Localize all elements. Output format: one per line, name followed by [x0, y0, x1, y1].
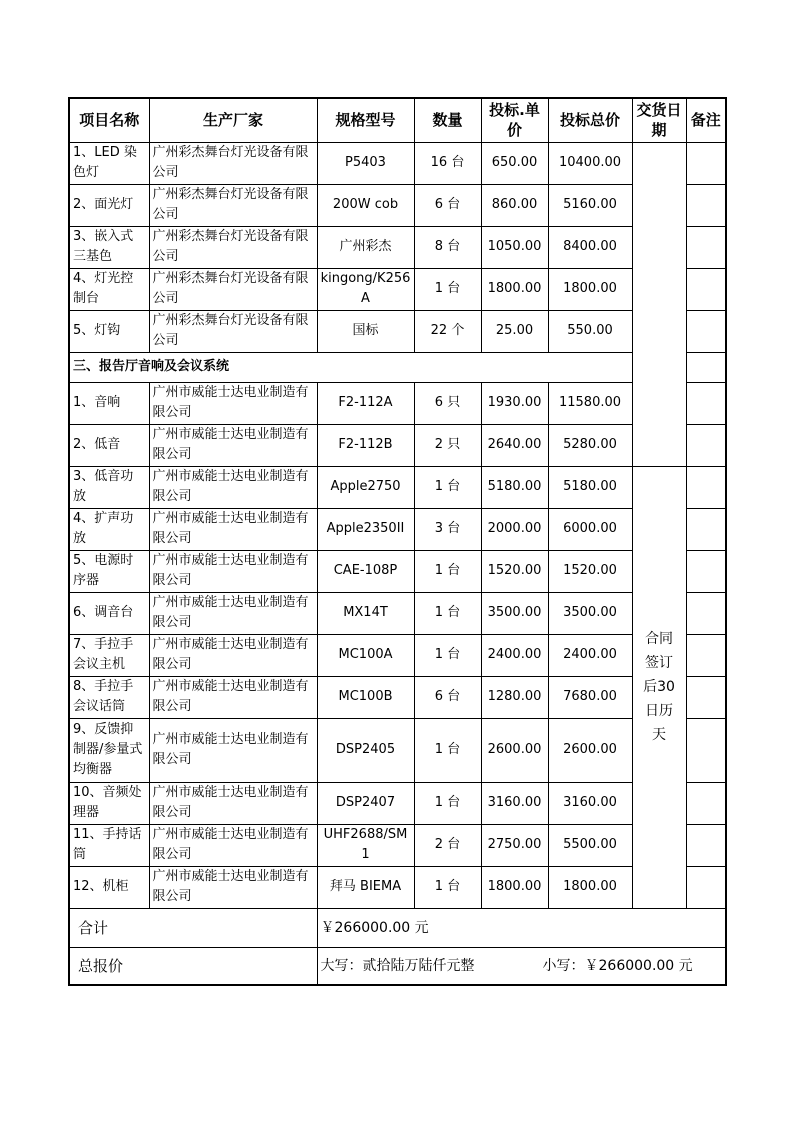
table-row: [69, 718, 726, 782]
qty-cell: 6 台: [414, 184, 481, 226]
unit-price-cell: 650.00: [481, 142, 548, 184]
total-price-cell: 11580.00: [548, 382, 632, 424]
maker-cell: 广州市威能士达电业制造有限公司: [149, 676, 317, 718]
total-price-cell: 5160.00: [548, 184, 632, 226]
table-row: [69, 310, 726, 352]
item-name-cell: 3、嵌入式三基色: [69, 226, 149, 268]
qty-cell: 1 台: [414, 592, 481, 634]
item-name-cell: 12、机柜: [69, 866, 149, 908]
model-cell: kingong/K256A: [317, 268, 414, 310]
model-cell: UHF2688/SM1: [317, 824, 414, 866]
total-price-cell: 5280.00: [548, 424, 632, 466]
unit-price-cell: 25.00: [481, 310, 548, 352]
remark-cell: [686, 782, 726, 824]
section-row: [69, 352, 726, 382]
table-row: [69, 226, 726, 268]
maker-cell: 广州市威能士达电业制造有限公司: [149, 382, 317, 424]
maker-cell: 广州彩杰舞台灯光设备有限公司: [149, 226, 317, 268]
maker-cell: 广州市威能士达电业制造有限公司: [149, 424, 317, 466]
unit-price-cell: 1800.00: [481, 268, 548, 310]
grand-lower: 小写：￥266000.00 元: [542, 957, 693, 974]
model-cell: F2-112A: [317, 382, 414, 424]
item-name-cell: 3、低音功放: [69, 466, 149, 508]
remark-cell: [686, 226, 726, 268]
maker-cell: 广州彩杰舞台灯光设备有限公司: [149, 310, 317, 352]
table-row: [69, 466, 726, 508]
remark-cell: [686, 824, 726, 866]
header-remark: 备注: [686, 98, 726, 142]
table-row: [69, 634, 726, 676]
total-price-cell: 10400.00: [548, 142, 632, 184]
header-model: 规格型号: [317, 98, 414, 142]
header-row: [69, 98, 726, 142]
section-title: 三、报告厅音响及会议系统: [69, 352, 632, 382]
remark-cell: [686, 866, 726, 908]
table-row: [69, 782, 726, 824]
unit-price-cell: 1050.00: [481, 226, 548, 268]
unit-price-cell: 2750.00: [481, 824, 548, 866]
item-name-cell: 4、扩声功放: [69, 508, 149, 550]
model-cell: 广州彩杰: [317, 226, 414, 268]
maker-cell: 广州彩杰舞台灯光设备有限公司: [149, 184, 317, 226]
qty-cell: 1 台: [414, 718, 481, 782]
model-cell: DSP2405: [317, 718, 414, 782]
qty-cell: 6 只: [414, 382, 481, 424]
sum-label: 合计: [69, 908, 317, 947]
item-name-cell: 5、电源时序器: [69, 550, 149, 592]
grand-total-row: [69, 947, 726, 985]
model-cell: DSP2407: [317, 782, 414, 824]
item-name-cell: 5、灯钩: [69, 310, 149, 352]
total-price-cell: 1520.00: [548, 550, 632, 592]
total-price-cell: 7680.00: [548, 676, 632, 718]
item-name-cell: 2、面光灯: [69, 184, 149, 226]
model-cell: 国标: [317, 310, 414, 352]
remark-cell: [686, 466, 726, 508]
total-price-cell: 1800.00: [548, 866, 632, 908]
model-cell: 200W cob: [317, 184, 414, 226]
unit-price-cell: 1280.00: [481, 676, 548, 718]
delivery-note: 合同签订后30日历天: [632, 466, 686, 908]
table-row: [69, 268, 726, 310]
remark-cell: [686, 718, 726, 782]
qty-cell: 16 台: [414, 142, 481, 184]
model-cell: MC100A: [317, 634, 414, 676]
header-maker: 生产厂家: [149, 98, 317, 142]
header-delivery: 交货日期: [632, 98, 686, 142]
maker-cell: 广州市威能士达电业制造有限公司: [149, 866, 317, 908]
header-item-name: 项目名称: [69, 98, 149, 142]
model-cell: CAE-108P: [317, 550, 414, 592]
qty-cell: 3 台: [414, 508, 481, 550]
item-name-cell: 2、低音: [69, 424, 149, 466]
total-price-cell: 550.00: [548, 310, 632, 352]
remark-cell: [686, 550, 726, 592]
table-row: [69, 184, 726, 226]
total-price-cell: 2400.00: [548, 634, 632, 676]
total-price-cell: 3160.00: [548, 782, 632, 824]
item-name-cell: 7、手拉手会议主机: [69, 634, 149, 676]
table-row: [69, 866, 726, 908]
model-cell: MX14T: [317, 592, 414, 634]
table-row: [69, 142, 726, 184]
remark-cell: [686, 676, 726, 718]
table-row: [69, 824, 726, 866]
remark-cell: [686, 310, 726, 352]
unit-price-cell: 1520.00: [481, 550, 548, 592]
remark-cell: [686, 142, 726, 184]
qty-cell: 1 台: [414, 268, 481, 310]
total-price-cell: 3500.00: [548, 592, 632, 634]
unit-price-cell: 860.00: [481, 184, 548, 226]
table-row: [69, 508, 726, 550]
maker-cell: 广州市威能士达电业制造有限公司: [149, 508, 317, 550]
grand-upper: 大写：贰拾陆万陆仟元整: [320, 957, 475, 974]
unit-price-cell: 3500.00: [481, 592, 548, 634]
total-price-cell: 5500.00: [548, 824, 632, 866]
total-price-cell: 5180.00: [548, 466, 632, 508]
total-price-cell: 6000.00: [548, 508, 632, 550]
remark-cell: [686, 382, 726, 424]
table-row: [69, 424, 726, 466]
maker-cell: 广州市威能士达电业制造有限公司: [149, 550, 317, 592]
sum-row: [69, 908, 726, 947]
qty-cell: 1 台: [414, 550, 481, 592]
model-cell: Apple2350II: [317, 508, 414, 550]
qty-cell: 2 台: [414, 824, 481, 866]
item-name-cell: 10、音频处理器: [69, 782, 149, 824]
table-row: [69, 382, 726, 424]
total-price-cell: 1800.00: [548, 268, 632, 310]
table-row: [69, 592, 726, 634]
remark-cell: [686, 424, 726, 466]
remark-cell: [686, 184, 726, 226]
unit-price-cell: 2000.00: [481, 508, 548, 550]
unit-price-cell: 2400.00: [481, 634, 548, 676]
total-price-cell: 2600.00: [548, 718, 632, 782]
item-name-cell: 6、调音台: [69, 592, 149, 634]
total-price-cell: 8400.00: [548, 226, 632, 268]
model-cell: MC100B: [317, 676, 414, 718]
unit-price-cell: 2640.00: [481, 424, 548, 466]
item-name-cell: 1、音响: [69, 382, 149, 424]
remark-cell: [686, 508, 726, 550]
unit-price-cell: 1800.00: [481, 866, 548, 908]
unit-price-cell: 2600.00: [481, 718, 548, 782]
unit-price-cell: 1930.00: [481, 382, 548, 424]
grand-label: 总报价: [69, 947, 317, 985]
model-cell: P5403: [317, 142, 414, 184]
maker-cell: 广州彩杰舞台灯光设备有限公司: [149, 142, 317, 184]
remark-cell: [686, 268, 726, 310]
quotation-table: [68, 97, 727, 986]
item-name-cell: 8、手拉手会议话筒: [69, 676, 149, 718]
table-row: [69, 550, 726, 592]
maker-cell: 广州市威能士达电业制造有限公司: [149, 592, 317, 634]
qty-cell: 1 台: [414, 866, 481, 908]
model-cell: 拜马 BIEMA: [317, 866, 414, 908]
item-name-cell: 9、反馈抑制器/参量式均衡器: [69, 718, 149, 782]
header-qty: 数量: [414, 98, 481, 142]
model-cell: Apple2750: [317, 466, 414, 508]
model-cell: F2-112B: [317, 424, 414, 466]
qty-cell: 22 个: [414, 310, 481, 352]
unit-price-cell: 5180.00: [481, 466, 548, 508]
maker-cell: 广州市威能士达电业制造有限公司: [149, 634, 317, 676]
qty-cell: 1 台: [414, 782, 481, 824]
grand-value: [317, 947, 726, 985]
remark-cell: [686, 634, 726, 676]
delivery-cell-empty: [632, 142, 686, 466]
header-total-price: 投标总价: [548, 98, 632, 142]
header-unit-price: 投标.单价: [481, 98, 548, 142]
qty-cell: 8 台: [414, 226, 481, 268]
table-row: [69, 676, 726, 718]
item-name-cell: 1、LED 染色灯: [69, 142, 149, 184]
maker-cell: 广州市威能士达电业制造有限公司: [149, 466, 317, 508]
sum-value: ￥266000.00 元: [317, 908, 726, 947]
qty-cell: 2 只: [414, 424, 481, 466]
remark-cell: [686, 592, 726, 634]
item-name-cell: 11、手持话筒: [69, 824, 149, 866]
unit-price-cell: 3160.00: [481, 782, 548, 824]
qty-cell: 6 台: [414, 676, 481, 718]
maker-cell: 广州市威能士达电业制造有限公司: [149, 824, 317, 866]
maker-cell: 广州市威能士达电业制造有限公司: [149, 718, 317, 782]
qty-cell: 1 台: [414, 634, 481, 676]
maker-cell: 广州彩杰舞台灯光设备有限公司: [149, 268, 317, 310]
qty-cell: 1 台: [414, 466, 481, 508]
remark-cell: [686, 352, 726, 382]
item-name-cell: 4、灯光控制台: [69, 268, 149, 310]
maker-cell: 广州市威能士达电业制造有限公司: [149, 782, 317, 824]
